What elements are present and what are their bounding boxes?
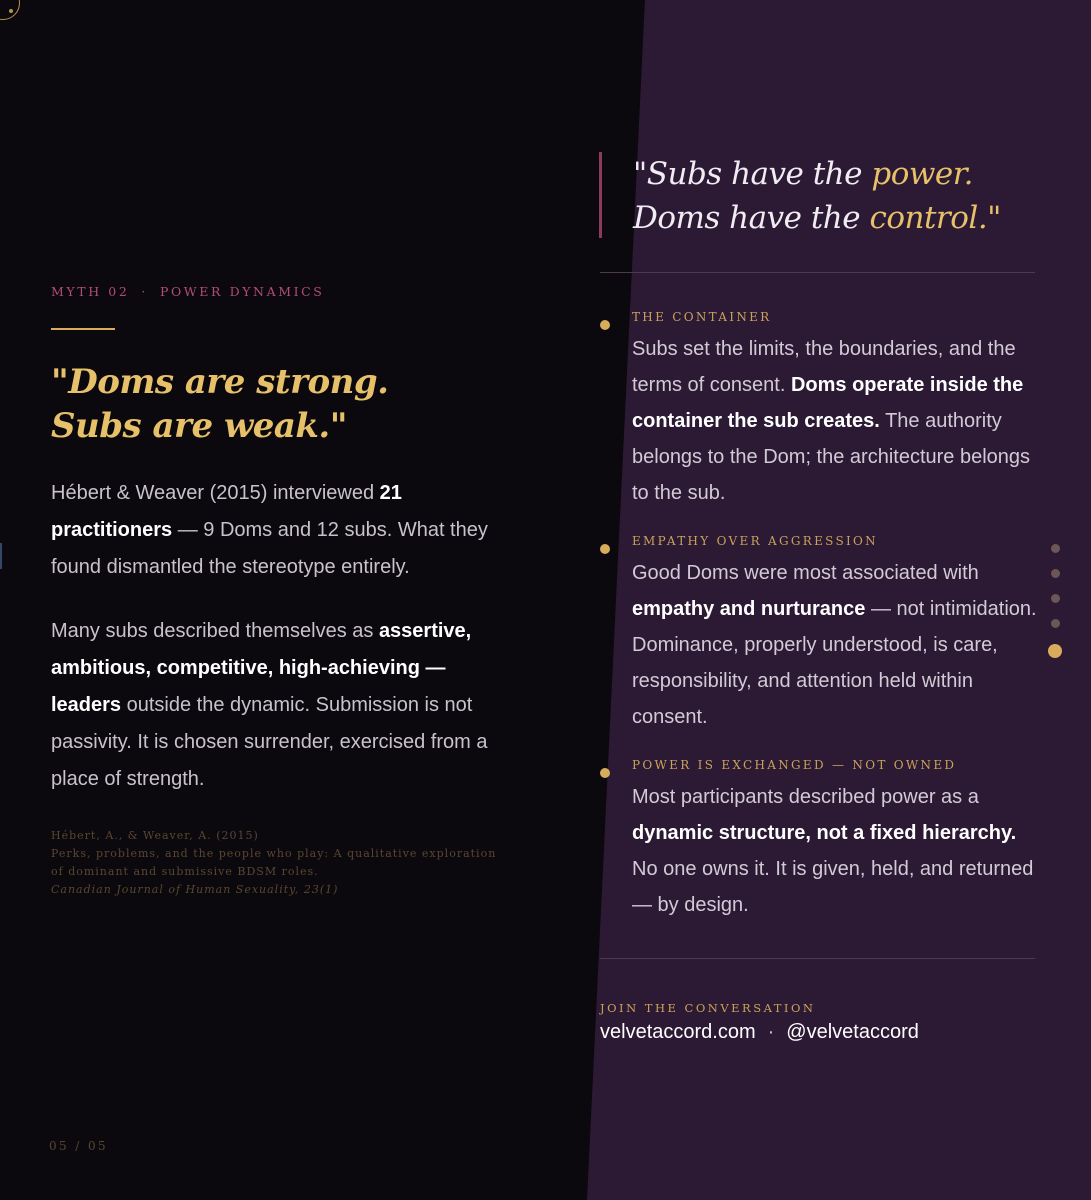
title-divider (51, 328, 115, 330)
point-emphasis: Doms operate inside the container the sub creates. (632, 374, 1024, 432)
pull-quote (633, 152, 1073, 240)
social-handle-link[interactable]: @velvetaccord (786, 1021, 919, 1043)
bullet-dot-icon (600, 320, 610, 330)
quote-close-mark: " (987, 200, 1001, 236)
myth-title (51, 360, 551, 448)
point-text: Good Doms were most associated with (632, 562, 979, 584)
quote-text: Doms have the (633, 200, 870, 236)
slide-dot-4[interactable] (1051, 619, 1060, 628)
quote-highlight-power: power. (871, 156, 974, 192)
join-links (600, 1021, 919, 1044)
quote-highlight-control: control. (869, 200, 988, 236)
myth-category: POWER DYNAMICS (159, 284, 325, 299)
myth-eyebrow (51, 284, 324, 299)
myth-title-line1: "Doms are strong. (51, 362, 389, 402)
page-indicator: 05 / 05 (49, 1139, 109, 1153)
p1-text-a: Hébert & Weaver (2015) interviewed (51, 482, 380, 504)
point-text: No one owns it. It is given, held, and returned — by design. (632, 858, 1034, 916)
point-body-power-exchange (632, 779, 1042, 923)
myth-title-line2: Subs are weak." (51, 406, 347, 446)
slide-dot-2[interactable] (1051, 569, 1060, 578)
bullet-dot-icon (600, 768, 610, 778)
point-text: — not intimidation. Dominance, properly understood, is care, responsibility, and attention held within consent. (632, 598, 1037, 728)
point-label-container: THE CONTAINER (632, 310, 772, 324)
link-separator: · (767, 1021, 775, 1043)
p2-text-c: outside the dynamic. Submission is not passivity. It is chosen surrender, exercised from a place of strength. (51, 694, 488, 790)
citation-title: Perks, problems, and the people who play: A qualitative exploration of dominant and submissive BDSM roles. (51, 847, 497, 878)
eyebrow-separator: · (141, 284, 148, 299)
p1-emphasis: 21 practitioners (51, 482, 402, 541)
website-link[interactable]: velvetaccord.com (600, 1021, 756, 1043)
point-text: The authority belongs to the Dom; the architecture belongs to the sub. (632, 410, 1031, 504)
point-text: Most participants described power as a (632, 786, 979, 808)
section-divider-bottom (600, 958, 1035, 959)
slide-dot-3[interactable] (1051, 594, 1060, 603)
p1-text-c: — 9 Doms and 12 subs. What they found dismantled the stereotype entirely. (51, 519, 488, 578)
quote-accent-bar (599, 152, 602, 238)
edge-accent (0, 543, 2, 569)
slide-dot-1[interactable] (1051, 544, 1060, 553)
slide-dot-5-active[interactable] (1048, 644, 1062, 658)
point-body-empathy (632, 555, 1042, 735)
point-text: Subs set the limits, the boundaries, and the terms of consent. (632, 338, 1016, 396)
section-divider-top (600, 272, 1035, 273)
join-label: JOIN THE CONVERSATION (600, 1001, 816, 1015)
body-paragraph-1 (51, 475, 491, 586)
citation-authors: Hébert, A., & Weaver, A. (2015) (51, 829, 259, 842)
point-emphasis: empathy and nurturance (632, 598, 866, 620)
quote-text: "Subs have the (633, 156, 872, 192)
myth-number: MYTH 02 (51, 284, 130, 299)
slide-navigation (1046, 544, 1064, 674)
citation-journal: Canadian Journal of Human Sexuality, 23(1) (51, 883, 339, 896)
point-body-container (632, 331, 1042, 511)
citation (51, 827, 501, 899)
body-paragraph-2 (51, 613, 491, 798)
point-label-power-exchange: POWER IS EXCHANGED — NOT OWNED (632, 758, 957, 772)
point-label-empathy: EMPATHY OVER AGGRESSION (632, 534, 878, 548)
p2-text-a: Many subs described themselves as (51, 620, 379, 642)
p2-emphasis: assertive, ambitious, competitive, high-achieving — leaders (51, 620, 472, 716)
bullet-dot-icon (600, 544, 610, 554)
point-emphasis: dynamic structure, not a fixed hierarchy. (632, 822, 1017, 844)
